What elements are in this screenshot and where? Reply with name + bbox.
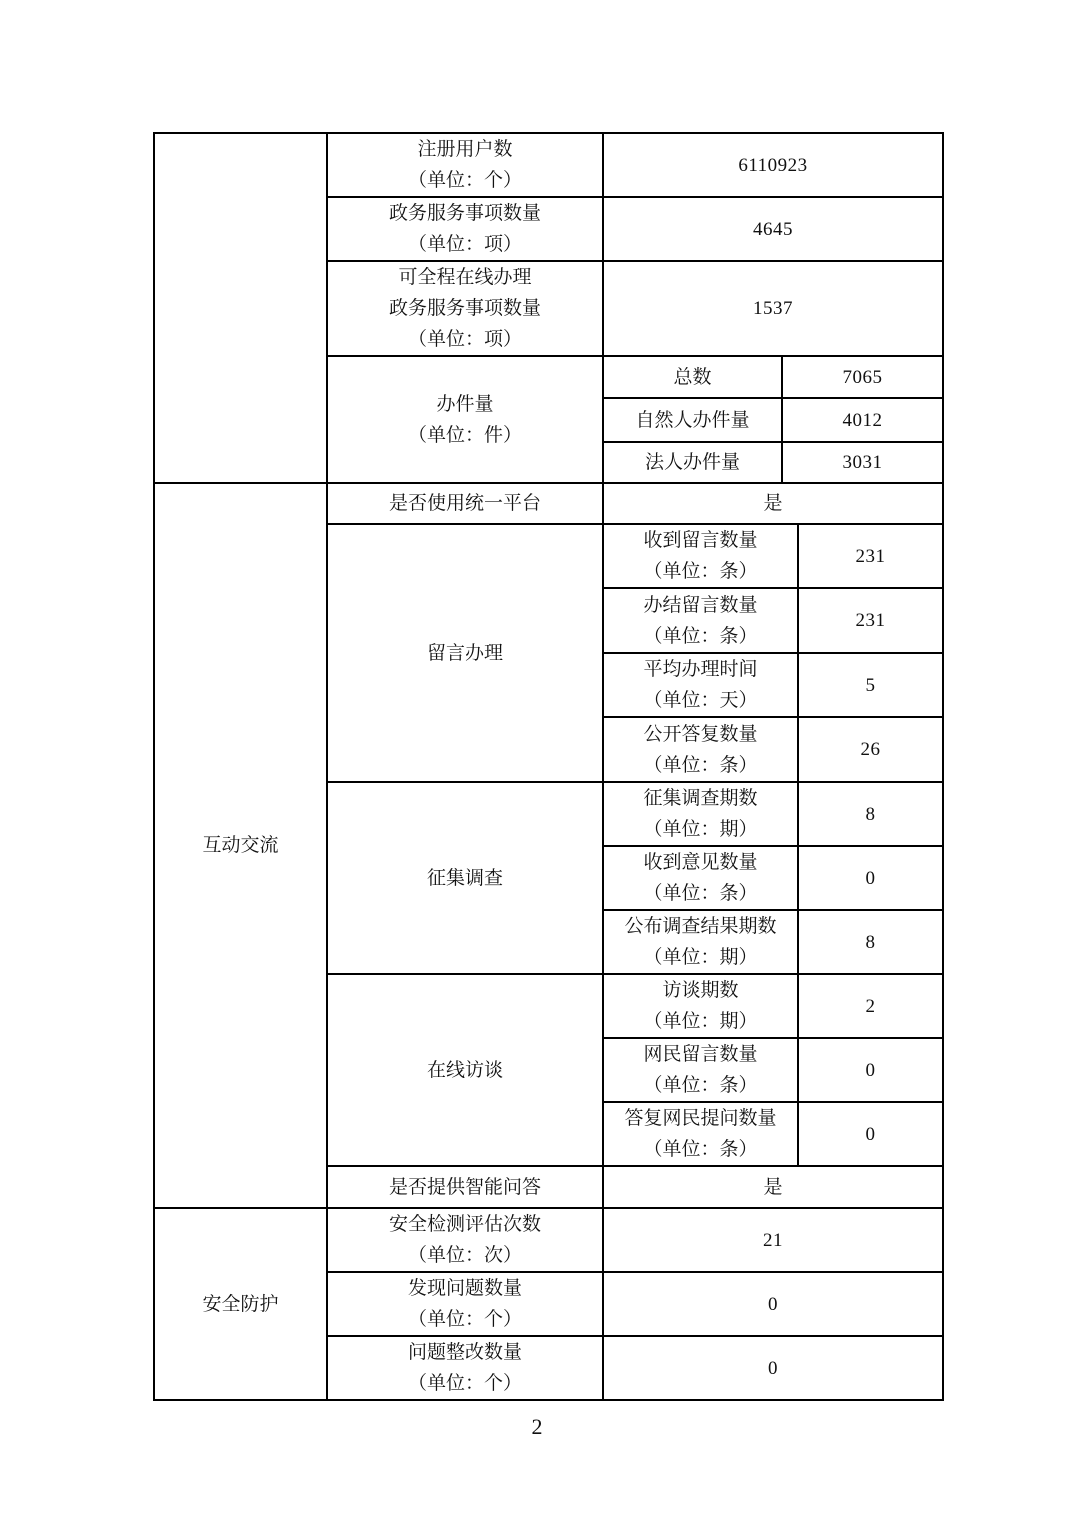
label-interview-periods	[603, 974, 798, 1038]
annual-report-table	[153, 132, 944, 1401]
value-public-replies: 26	[798, 717, 943, 782]
value-messages-received: 231	[798, 524, 943, 588]
unit-line: （单位：期）	[643, 947, 758, 968]
unit-line: （单位：条）	[643, 883, 758, 904]
unit-line: （单位：条）	[643, 1075, 758, 1096]
category-cell-interaction: 互动交流	[154, 483, 327, 1208]
label-interview-group: 在线访谈	[327, 974, 603, 1166]
label-message-handling-group: 留言办理	[327, 524, 603, 782]
value-survey-results-published: 8	[798, 910, 943, 974]
value-transactions-natural-person: 4012	[782, 398, 943, 442]
label-line: 发现问题数量	[407, 1278, 522, 1299]
unit-line: （单位：个）	[407, 1373, 522, 1394]
label-transactions-legal-person: 法人办件量	[603, 442, 782, 483]
label-line: 公布调查结果期数	[624, 916, 777, 937]
unit-line: （单位：个）	[407, 1309, 522, 1330]
value-avg-handling-time: 5	[798, 653, 943, 717]
unit-line: （单位：条）	[643, 1139, 758, 1160]
unit-line: （单位：项）	[407, 329, 522, 350]
unit-line: （单位：次）	[407, 1245, 522, 1266]
label-netizen-question-replies	[603, 1102, 798, 1166]
unit-line: （单位：期）	[643, 819, 758, 840]
value-service-items: 4645	[603, 197, 943, 261]
label-problems-found	[327, 1272, 603, 1336]
label-line: 政务服务事项数量	[388, 298, 541, 319]
label-line: 注册用户数	[417, 139, 513, 160]
label-line: 公开答复数量	[643, 723, 758, 745]
unit-line: （单位：条）	[643, 625, 758, 647]
label-line: 安全检测评估次数	[388, 1214, 541, 1235]
label-line: 收到留言数量	[643, 530, 758, 551]
label-opinions-received	[603, 846, 798, 910]
label-line: 征集调查期数	[643, 788, 758, 809]
value-netizen-question-replies: 0	[798, 1102, 943, 1166]
label-transactions-group	[327, 356, 603, 483]
value-unified-platform: 是	[603, 483, 943, 524]
label-survey-group: 征集调查	[327, 782, 603, 974]
unit-line: （单位：条）	[643, 754, 758, 776]
unit-line: （单位：天）	[643, 690, 758, 711]
label-unified-platform: 是否使用统一平台	[327, 483, 603, 524]
label-survey-periods	[603, 782, 798, 846]
label-messages-completed	[603, 588, 798, 653]
value-transactions-total: 7065	[782, 356, 943, 398]
label-line: 政务服务事项数量	[388, 203, 541, 224]
label-security-assessments	[327, 1208, 603, 1272]
label-line: 平均办理时间	[643, 659, 758, 680]
label-line: 办结留言数量	[643, 594, 758, 616]
label-line: 访谈期数	[662, 980, 739, 1001]
value-security-assessments: 21	[603, 1208, 943, 1272]
label-avg-handling-time	[603, 653, 798, 717]
value-opinions-received: 0	[798, 846, 943, 910]
value-transactions-legal-person: 3031	[782, 442, 943, 483]
value-interview-periods: 2	[798, 974, 943, 1038]
label-problems-rectified	[327, 1336, 603, 1400]
label-smart-qa: 是否提供智能问答	[327, 1166, 603, 1208]
unit-line: （单位：期）	[643, 1011, 758, 1032]
label-transactions-natural-person: 自然人办件量	[603, 398, 782, 442]
label-line: 可全程在线办理	[398, 267, 532, 288]
label-service-items	[327, 197, 603, 261]
value-problems-rectified: 0	[603, 1336, 943, 1400]
label-netizen-messages	[603, 1038, 798, 1102]
label-public-replies	[603, 717, 798, 782]
label-messages-received	[603, 524, 798, 588]
unit-line: （单位：个）	[407, 170, 522, 191]
value-smart-qa: 是	[603, 1166, 943, 1208]
label-registered-users	[327, 133, 603, 197]
value-messages-completed: 231	[798, 588, 943, 653]
label-online-service-items	[327, 261, 603, 356]
category-cell-security: 安全防护	[154, 1208, 327, 1400]
page-number: 2	[531, 1414, 543, 1439]
value-registered-users: 6110923	[603, 133, 943, 197]
unit-line: （单位：项）	[407, 234, 522, 255]
label-survey-results-published	[603, 910, 798, 974]
label-line: 收到意见数量	[643, 852, 758, 873]
value-problems-found: 0	[603, 1272, 943, 1336]
unit-line: （单位：条）	[643, 561, 758, 582]
unit-line: （单位：件）	[407, 424, 522, 446]
category-cell-blank	[154, 133, 327, 483]
label-line: 答复网民提问数量	[624, 1108, 777, 1129]
label-line: 网民留言数量	[643, 1044, 758, 1065]
value-online-service-items: 1537	[603, 261, 943, 356]
label-line: 问题整改数量	[407, 1342, 522, 1363]
value-survey-periods: 8	[798, 782, 943, 846]
label-line: 办件量	[436, 393, 494, 415]
value-netizen-messages: 0	[798, 1038, 943, 1102]
label-transactions-total: 总数	[603, 356, 782, 398]
